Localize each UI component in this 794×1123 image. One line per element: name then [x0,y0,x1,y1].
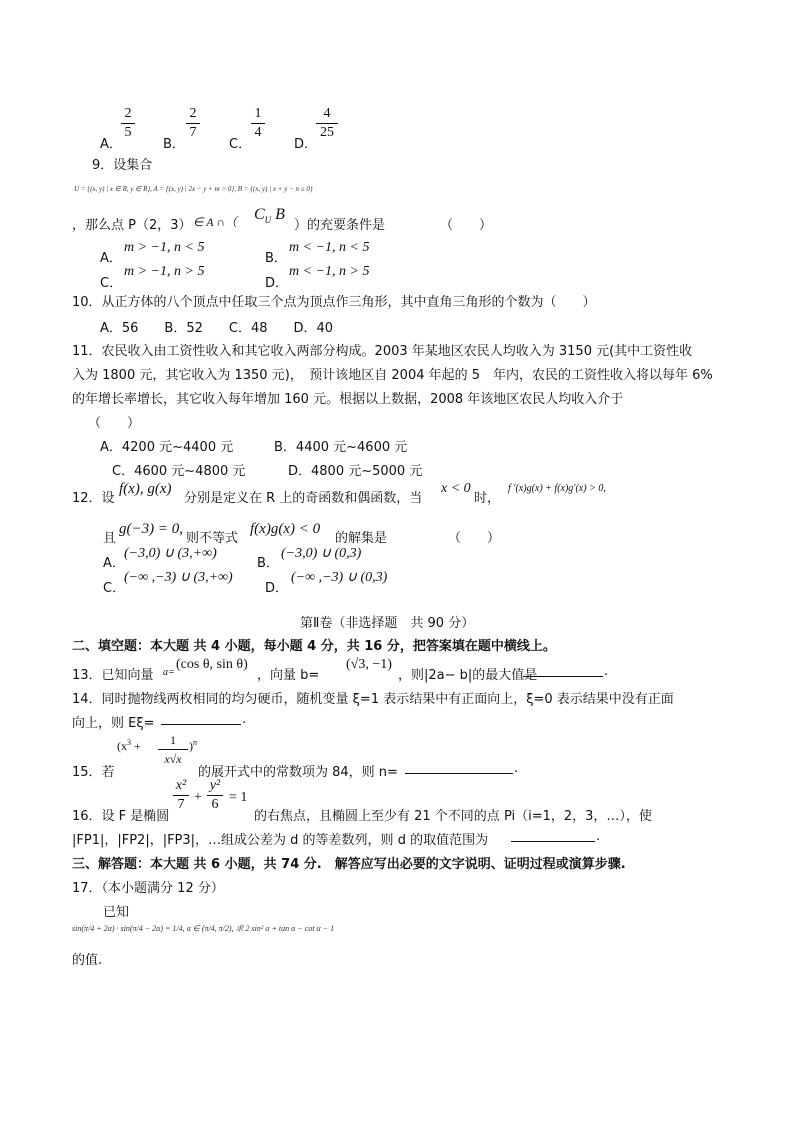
q15-frac-num: 1 [170,733,176,747]
q8-option-a-label: A． [100,137,122,152]
fill-in-section-heading: 二、填空题：本大题 共 4 小题，每小题 4 分，共 16 分，把答案填在题中横线上。 [72,639,556,654]
q8-a-num: 2 [124,106,132,121]
q16-equals: = 1 [229,790,248,805]
q9-set-definition: U = {(x, y) | x ∈ R, y ∈ R}, A = {(x, y) | 2x − y + m > 0}, B = {(x, y) | x + y − n ≤ 0} [74,185,313,193]
q8-option-d-fraction [316,106,338,141]
q12-g-value: g(−3) = 0, [119,521,183,537]
q12-option-a-label: A． [103,556,125,571]
q12-option-b-label: B． [257,556,279,571]
q12-middle2: 时， [474,491,501,506]
q11-option-c: C．4600 元~4800 元 [112,464,246,479]
q15-expr-right: )$^n$ [189,738,197,753]
q13-vector-a-value: (cos θ, sin θ) [176,657,248,672]
q13-end: . [604,664,609,679]
q9-complement-c: $C_U$ B [254,206,285,226]
q12-answer-paren: （ ） [448,531,501,546]
q16-end: . [596,829,601,844]
q17-formula: sin(π/4 + 2α) · sin(π/4 − 2α) = 1/4, α ∈ (π/4, π/2), 求 2 sin² α + tan α − cot α − 1 [72,924,335,933]
q16-line2: |FP1|，|FP2|，|FP3|，…组成公差为 d 的等差数列，则 d 的取值范围为 [72,833,489,848]
q13-vector-a-symbol: a= [163,667,175,678]
q8-option-a-fraction [121,106,135,141]
q13-suffix: ，则|2a− b|的最大值是 [398,668,538,683]
q13-prefix: 13．已知向量 [72,668,154,683]
q16-x-fraction: x² 7 [173,778,189,813]
q12-option-a: (−3,0) ∪ (3,+∞) [124,546,217,561]
q12-condition: x < 0 [441,481,471,496]
q12-inequality: f(x)g(x) < 0 [250,521,321,537]
q8-d-den: 25 [320,125,334,140]
q14-end: . [242,712,247,727]
q12-prefix: 12．设 [72,491,115,506]
q11-line1: 11．农民收入由工资性收入和其它收入两部分构成。2003 年某地区农民人均收入为 3150 元(其中工资性收 [72,344,693,359]
q14-line1: 14．同时抛物线两枚相同的均匀硬币，随机变量 ξ=1 表示结果中有正面向上，ξ=0 表示结果中没有正面 [72,692,674,707]
q13-answer-blank [523,664,603,677]
q15-prefix: 15．若 [72,765,115,780]
q13-middle: ，向量 b= [257,668,320,683]
q9-line2-math: ∈ A ∩（ [193,215,238,229]
q15-expr-left: ($x^3$ + [117,738,141,753]
q9-line2-suffix: ）的充要条件是 [294,218,386,233]
q8-option-b-label: B． [163,137,185,152]
q9-line2-prefix: ，那么点 P（2，3） [72,218,192,233]
q16-plus: + [194,790,202,805]
q12-derivative-condition: f ′(x)g(x) + f(x)g′(x) > 0, [508,483,606,494]
q11-option-b: B．4400 元~4600 元 [274,440,408,455]
q11-option-a: A．4200 元~4400 元 [100,440,234,455]
q8-b-den: 7 [189,125,197,140]
q13-vector-b-value: (√3, −1) [346,657,392,672]
q12-functions: f(x), g(x) [119,481,172,497]
q9-option-c: m > −1, n > 5 [124,264,205,279]
q8-c-num: 1 [254,106,262,121]
q12-line2-middle: 则不等式 [186,531,239,546]
q9-option-d-label: D． [265,276,289,291]
q12-option-b: (−3,0) ∪ (0,3) [281,546,362,561]
q9-stem: 9．设集合 [92,158,153,173]
q14-line2-prefix: 向上，则 Eξ= [72,716,155,731]
q8-b-num: 2 [189,106,197,121]
q12-option-c: (−∞ ,−3) ∪ (3,+∞) [124,570,233,585]
q8-c-den: 4 [254,125,262,140]
q16-suffix: 的右焦点，且椭圆上至少有 21 个不同的点 Pi（i=1，2，3，…），使 [254,809,652,824]
q12-option-d: (−∞ ,−3) ∪ (0,3) [291,570,388,585]
q10-stem: 10．从正方体的八个顶点中任取三个点为顶点作三角形，其中直角三角形的个数为（ ） [72,295,596,310]
q9-option-a-label: A． [100,251,122,266]
q12-line2-prefix: 且 [103,531,117,546]
q11-option-d: D．4800 元~5000 元 [288,464,423,479]
q8-option-c-label: C． [229,137,252,152]
q11-answer-paren: （ ） [88,416,141,431]
q9-option-a: m > −1, n < 5 [124,240,205,255]
q12-middle: 分别是定义在 R 上的奇函数和偶函数，当 [184,491,423,506]
q9-option-d: m < −1, n > 5 [289,264,370,279]
q9-option-b: m < −1, n < 5 [289,240,370,255]
q11-line3: 的年增长率增长，其它收入每年增加 160 元。根据以上数据，2008 年该地区农民人均收入介于 [72,392,624,407]
q8-option-c-fraction [251,106,265,141]
q15-end: . [514,761,519,776]
q16-prefix: 16．设 F 是椭圆 [72,809,170,824]
q8-d-num: 4 [323,106,331,121]
q11-line2: 入为 1800 元，其它收入为 1350 元)， 预计该地区自 2004 年起的 5 年内，农民的工资性收入将以每年 6% [72,368,713,383]
q17-tail: 的值. [72,953,103,968]
q9-option-c-label: C． [100,276,123,291]
q9-option-b-label: B． [265,251,287,266]
q16-y-fraction: y² 6 [207,778,223,813]
q9-answer-paren: （ ） [440,218,493,233]
q8-option-d-label: D． [294,137,318,152]
q14-answer-blank [161,712,241,725]
q12-option-c-label: C． [103,581,126,596]
q15-frac-den: x√x [164,752,182,766]
q15-suffix: 的展开式中的常数项为 84，则 n= [198,765,398,780]
q8-option-b-fraction [186,106,200,141]
q15-answer-blank [405,761,513,774]
part2-title: 第Ⅱ卷（非选择题 共 90 分） [300,616,475,631]
solve-section-heading: 三、解答题：本大题 共 6 小题，共 74 分. 解答应写出必要的文字说明、证明过程或演算步骤. [72,857,626,872]
q10-options: A．56 B．52 C．48 D．40 [100,321,334,336]
q16-answer-blank [511,829,595,842]
q15-fraction [158,732,188,767]
q17-title: 17．（本小题满分 12 分） [72,881,224,896]
q12-option-d-label: D． [265,581,289,596]
q17-known: 已知 [103,905,130,920]
q8-a-den: 5 [124,125,132,140]
q12-line2-suffix: 的解集是 [335,531,388,546]
